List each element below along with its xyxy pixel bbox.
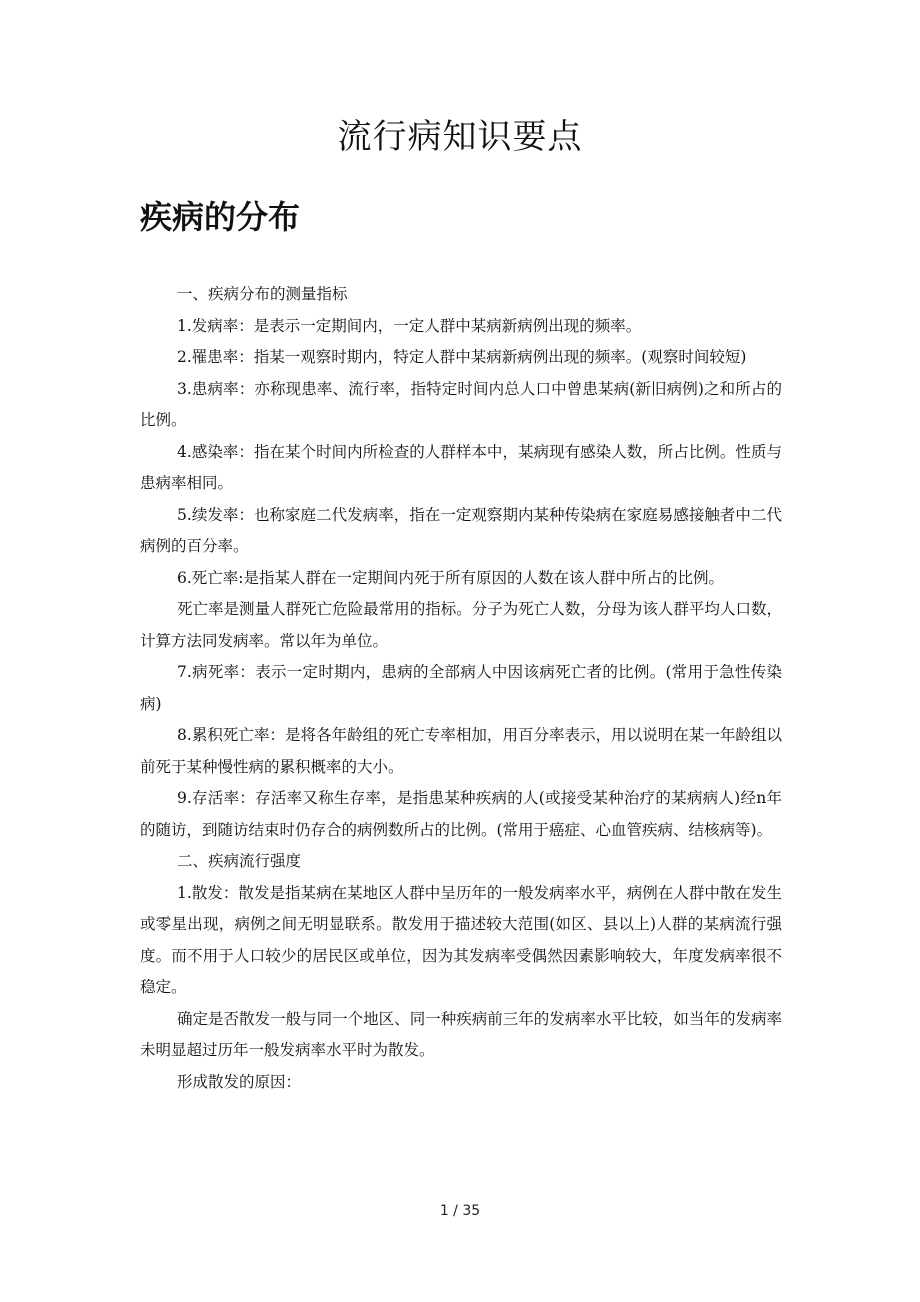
paragraph: 1.散发：散发是指某病在某地区人群中呈历年的一般发病率水平，病例在人群中散在发生或零星出现，病例之间无明显联系。散发用于描述较大范围(如区、县以上)人群的某病流行强度。而不用于人口较少的居民区或单位，因为其发病率受偶然因素影响较大，年度发病率很不稳定。 [140,883,782,996]
paragraph: 二、疾病流行强度 [177,852,302,870]
paragraph: 8.累积死亡率：是将各年龄组的死亡专率相加，用百分率表示，用以说明在某一年龄组以前死于某种慢性病的累积概率的大小。 [140,726,782,776]
document-body [140,279,782,1098]
paragraph: 形成散发的原因： [177,1072,302,1091]
paragraph: 1.发病率：是表示一定期间内，一定人群中某病新病例出现的频率。 [177,316,642,335]
page-indicator: 1 / 35 [439,1203,481,1219]
paragraph: 5.续发率：也称家庭二代发病率，指在一定观察期内某种传染病在家庭易感接触者中二代病例的百分率。 [140,505,782,555]
paragraph: 7.病死率：表示一定时期内，患病的全部病人中因该病死亡者的比例。(常用于急性传染病) [140,663,782,713]
paragraph: 一、疾病分布的测量指标 [177,285,348,303]
paragraph: 6.死亡率:是指某人群在一定期间内死于所有原因的人数在该人群中所占的比例。 [177,568,725,587]
section-title: 疾病的分布 [140,198,301,236]
paragraph: 9.存活率：存活率又称生存率，是指患某种疾病的人(或接受某种治疗的某病病人)经n年的随访，到随访结束时仍存合的病例数所占的比例。(常用于癌症、心血管疾病、结核病等)。 [140,789,782,839]
paragraph: 2.罹患率：指某一观察时期内，特定人群中某病新病例出现的频率。(观察时间较短) [177,348,747,366]
paragraph: 4.感染率：指在某个时间内所检查的人群样本中，某病现有感染人数，所占比例。性质与患病率相同。 [140,442,782,492]
paragraph: 3.患病率：亦称现患率、流行率，指特定时间内总人口中曾患某病(新旧病例)之和所占的比例。 [140,379,782,429]
paragraph: 确定是否散发一般与同一个地区、同一种疾病前三年的发病率水平比较，如当年的发病率未明显超过历年一般发病率水平时为散发。 [140,1009,782,1059]
paragraph: 死亡率是测量人群死亡危险最常用的指标。分子为死亡人数，分母为该人群平均人口数，计算方法同发病率。常以年为单位。 [140,600,782,650]
document-title: 流行病知识要点 [337,117,583,157]
